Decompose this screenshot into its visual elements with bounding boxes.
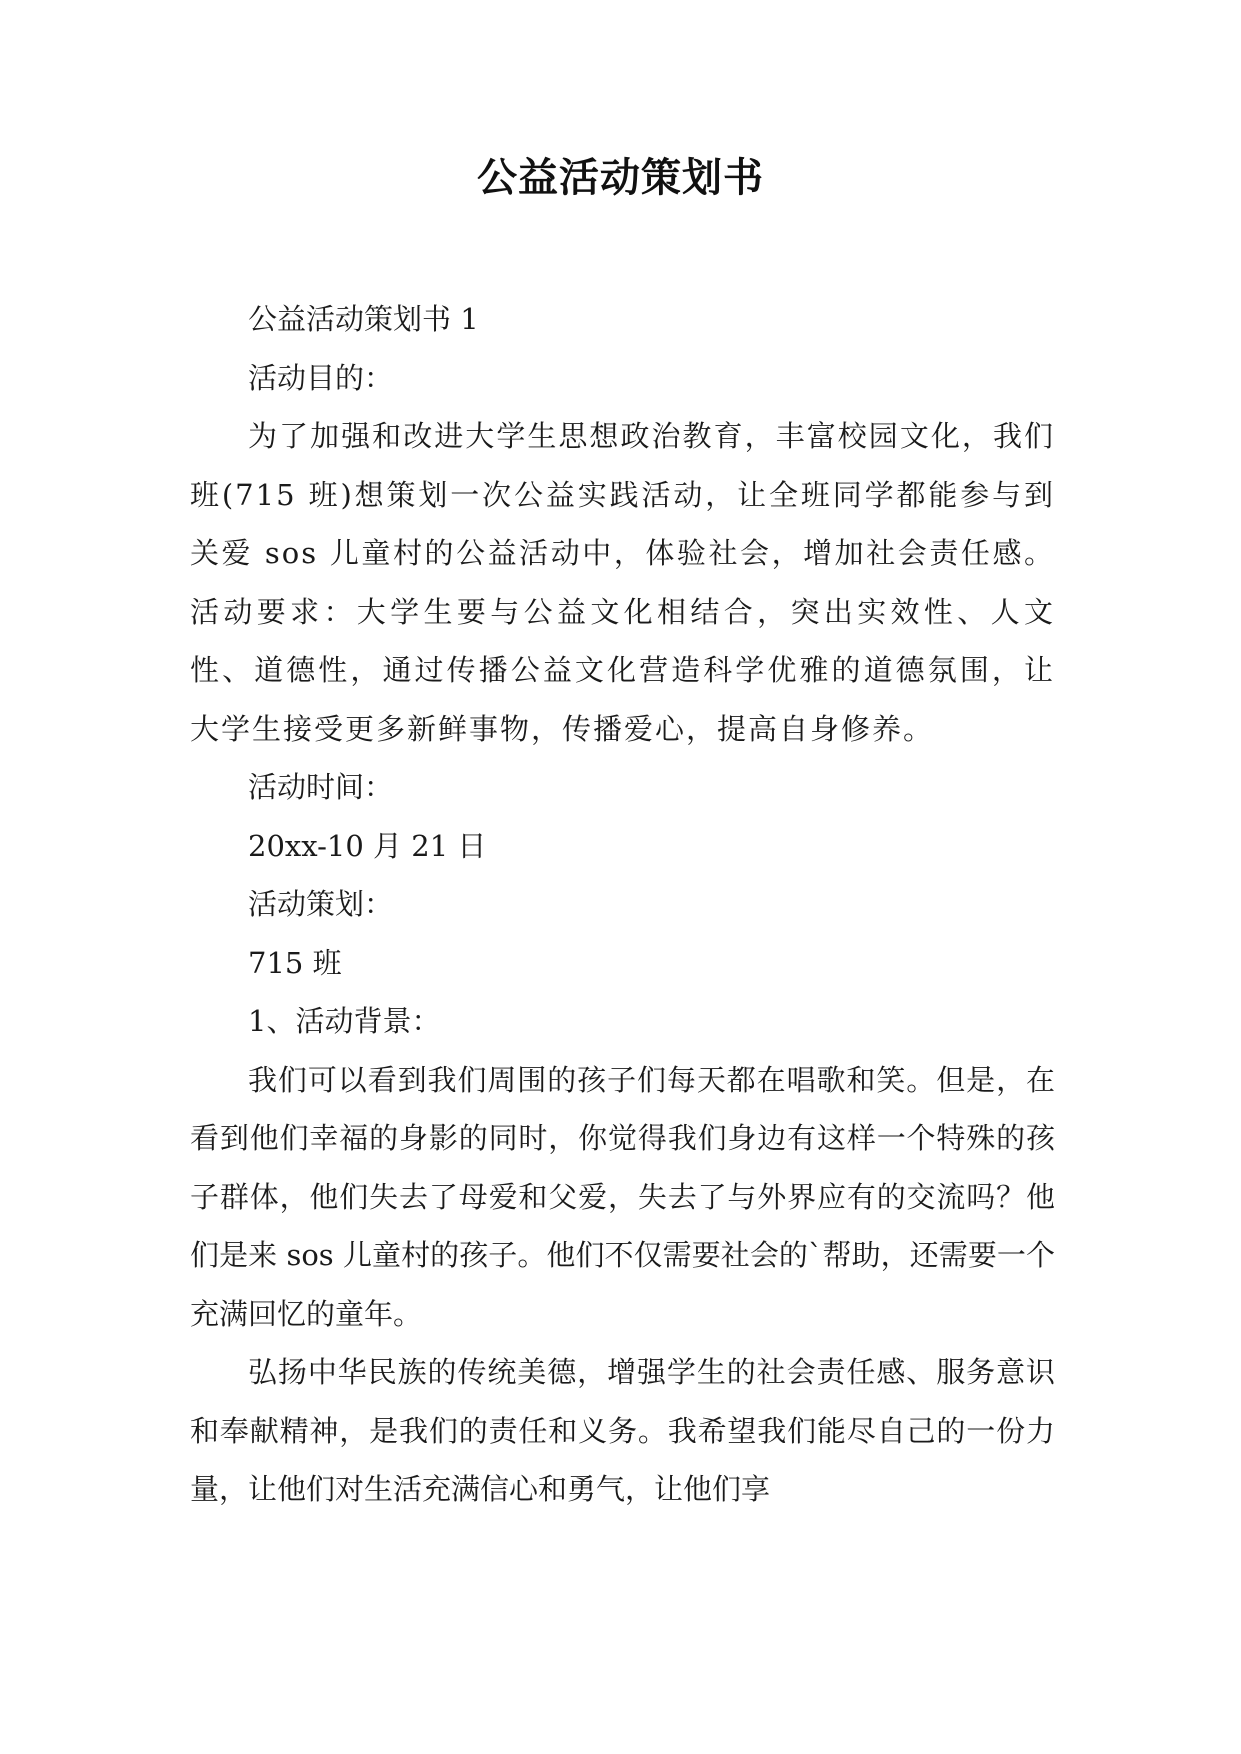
paragraph-background: 我们可以看到我们周围的孩子们每天都在唱歌和笑。但是，在看到他们幸福的身影的同时，你觉得我们身边有这样一个特殊的孩子群体，他们失去了母爱和父爱，失去了与外界应有的交流吗？他们是来 sos 儿童村的孩子。他们不仅需要社会的`帮助，还需要一个充满回忆的童年。 (190, 1062, 1055, 1331)
paragraph-virtue: 弘扬中华民族的传统美德，增强学生的社会责任感、服务意识和奉献精神，是我们的责任和义务。我希望我们能尽自己的一份力量，让他们对生活充满信心和勇气，让他们享 (190, 1355, 1055, 1506)
paragraph-purpose: 为了加强和改进大学生思想政治教育，丰富校园文化，我们班(715 班)想策划一次公益实践活动，让全班同学都能参与到关爱 sos 儿童村的公益活动中，体验社会，增加社会责任感。活动要求：大学生要与公益文化相结合，突出实效性、人文性、道德性，通过传播公益文化营造科学优雅的道德氛围，让大学生接受更多新鲜事物，传播爱心，提高自身修养。 (190, 419, 1055, 746)
paragraph-planner-value: 715 班 (248, 945, 342, 980)
paragraph-label-background: 1、活动背景： (248, 1004, 441, 1038)
section-heading: 公益活动策划书 1 (248, 302, 479, 336)
paragraph-label-purpose: 活动目的： (248, 360, 394, 395)
document-body (190, 290, 1055, 1519)
paragraph-label-planner: 活动策划： (248, 887, 394, 921)
paragraph-time-value: 20xx-10 月 21 日 (248, 828, 487, 863)
document-title: 公益活动策划书 (477, 155, 764, 201)
paragraph-label-time: 活动时间： (248, 770, 394, 804)
